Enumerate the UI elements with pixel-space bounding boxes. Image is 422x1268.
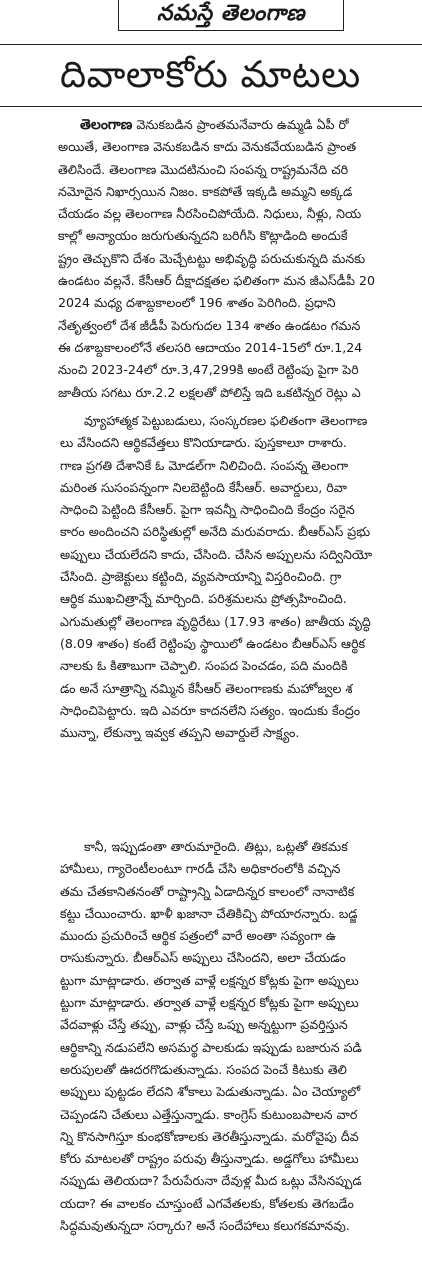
line-text: లు వేసిందని ఆర్థికవేత్తలు కొనియాడారు. పుస్తకాలూ రాశారు. xyxy=(60,435,347,451)
line-text: అయితే, తెలంగాణ వెనుకబడిన కాదు వెనుకవేయబడిన ప్రాంత xyxy=(58,139,357,155)
text-line xyxy=(0,455,422,477)
line-text: జాతీయ సగటు రూ.2.2 లక్షలతో పోలిస్తే ఇది ఒకటిన్నర రెట్లు ఎ xyxy=(58,384,361,400)
text-line xyxy=(0,114,422,136)
line-text: నాలకు ఓ కితాబుగా చెప్పాలి. సంపద పెంచడం, పది మందికి xyxy=(60,658,348,674)
text-line xyxy=(0,225,422,247)
line-text: ఎగుమతుల్లో తెలంగాణ వృద్ధిరేటు (17.93 శాతం) జాతీయ వృద్ధి xyxy=(60,613,371,629)
text-line xyxy=(0,359,422,381)
line-text: యదా? ఈ వాలకం చూస్తుంటే ఎగవేతలకు, కోతలకు తెగబడేం xyxy=(60,1195,354,1211)
text-line xyxy=(0,181,422,203)
text-line xyxy=(0,382,422,404)
text-line xyxy=(0,722,422,744)
text-line xyxy=(0,410,422,432)
line-text: ష్ట్రం తెచ్చుకొని దేశం మెచ్చేటట్టు అభివృద్ధి పరుచుకున్నది మనకు xyxy=(58,250,366,266)
text-line xyxy=(0,1170,422,1192)
text-line xyxy=(0,611,422,633)
text-line xyxy=(0,337,422,359)
text-line xyxy=(0,159,422,181)
text-line xyxy=(0,499,422,521)
line-text: చేయడం వల్ల తెలంగాణ నీరసించిపోయేది. నిధులు, నీళ్లు, నియ xyxy=(58,206,362,222)
text-line xyxy=(0,248,422,270)
line-text: ఆర్థిక ముఖచిత్రాన్నే మార్చింది. పరిశ్రమలను ప్రోత్సహించింది. xyxy=(60,591,347,607)
text-line xyxy=(0,521,422,543)
text-line xyxy=(0,881,422,903)
text-line xyxy=(0,947,422,969)
line-text: వెనుకబడిన ప్రాంతమనేవారు ఉమ్మడి ఏపీ రో xyxy=(132,117,349,132)
line-text: కానీ, ఇప్పుడంతా తారుమారైంది. తిట్లు, ఒట్లతో తికమక xyxy=(84,839,348,854)
text-line xyxy=(0,903,422,925)
line-text: న్ని కొనసాగిస్తూ కుంభకోణాలకు తెరతీస్తున్నాడు. మరోవైపు దీవ xyxy=(60,1128,359,1144)
line-text: అప్పులు చేయలేదని కాదు, చేసింది. చేసిన అప్పులను సద్వినియో xyxy=(60,546,373,562)
text-line xyxy=(0,292,422,314)
line-text: కారం అందించని పరిస్థితుల్లో అనేది మరువరాదు. బీఆర్ఎస్ ప్రభు xyxy=(60,524,371,540)
paragraph-3 xyxy=(0,836,422,1237)
paragraph-1 xyxy=(0,114,422,404)
text-line xyxy=(0,566,422,588)
text-line xyxy=(0,700,422,722)
line-text: వ్యూహాత్మక పెట్టుబడులు, సంస్కరణల ఫలితంగా తెలంగాణ xyxy=(84,413,368,428)
header-rule-top xyxy=(0,44,422,45)
paragraph-2 xyxy=(0,410,422,744)
text-line xyxy=(0,992,422,1014)
line-text: కాల్లో అన్యాయం జరుగుతున్నదని బరిగీసి కొట్లాడింది అందుకే xyxy=(58,228,348,244)
line-text: మరింత సుసంపన్నంగా నిలబెట్టింది కేసీఆర్. అవార్డులు, రివా xyxy=(60,479,347,495)
text-line xyxy=(0,136,422,158)
line-text: గాణ ప్రగతి దేశానికే ఓ మోడల్‌గా నిలిచింది. సంపన్న తెలంగా xyxy=(60,457,349,473)
text-line xyxy=(0,315,422,337)
line-text: 2024 మధ్య దశాబ్దకాలంలో 196 శాతం పెరిగింది. ప్రధాని xyxy=(58,295,336,311)
line-text: ఉండటం వల్లనే. కేసీఆర్ దీక్షాదక్షతల ఫలితంగా మన జీఎస్‌డీపీ 20 xyxy=(58,273,375,289)
line-text: వేదవాళ్లు చేస్తే తప్పు, వాళ్లు చేస్తే ఒప్పు అన్నట్టుగా ప్రవర్తిస్తున xyxy=(60,1017,348,1033)
section-name: నమస్తే తెలంగాణ xyxy=(156,0,306,26)
text-line xyxy=(0,588,422,610)
text-line xyxy=(0,477,422,499)
text-line xyxy=(0,203,422,225)
line-text: సిద్ధమవుతున్నదా సర్కారు? అనే సందేహాలు కలుగకమానవు. xyxy=(60,1218,350,1234)
line-text: నమోదైన నిఖార్సయిన నిజం. కాకపోతే ఇక్కడి అమ్మని అక్కడ xyxy=(58,183,353,199)
text-line xyxy=(0,836,422,858)
line-text: నేతృత్వంలో దేశ జీడీపీ పెరుగుదల 134 శాతం ఉండటం గమన xyxy=(58,317,361,333)
line-text: ట్టుగా మాట్లాడారు. తర్వాత వాళ్లే లక్షన్నర కోట్లకు పైగా అప్పులు xyxy=(60,995,359,1011)
line-text: తెలిసిందే. తెలంగాణ మొదటినుంచి సంపన్న రాష్ట్రమనేది చరి xyxy=(58,161,349,177)
line-text: కోరు మాటలతో రాష్ట్రం పరువు తీస్తున్నాడు. అడ్డగోలు హామీలు xyxy=(60,1151,359,1167)
line-text: అప్పులు పుట్టడం లేదని శోకాలు పెడుతున్నాడు. ఏం చెయ్యాలో xyxy=(60,1084,361,1100)
text-line xyxy=(0,1148,422,1170)
text-line xyxy=(0,1059,422,1081)
line-text: రాసుకున్నారు. బీఆర్ఎస్ అప్పులు చేసిందని, అలా చేయడం xyxy=(60,950,346,966)
lead-word: తెలంగాణ xyxy=(80,117,133,133)
text-line xyxy=(0,1215,422,1237)
line-text: తమ చేతకానితనంతో రాష్ట్రాన్ని ఏడాదిన్నర కాలంలో నానాటిక xyxy=(60,883,355,899)
text-line xyxy=(0,678,422,700)
text-line xyxy=(0,1014,422,1036)
line-text: చెప్పండని చేతులు ఎత్తేస్తున్నాడు. కాంగ్రెస్ కుటుంబపాలన వార xyxy=(60,1106,358,1122)
text-line xyxy=(0,544,422,566)
line-text: అరుపులతో ఊదరగొడుతున్నాడు. సంపద పెంచే కిటుకు తెలి xyxy=(60,1061,347,1077)
line-text: మున్నా, లేకున్నా ఇవ్వక తప్పని అవార్డులే సాక్ష్యం. xyxy=(60,725,300,741)
text-line xyxy=(0,432,422,454)
text-line xyxy=(0,858,422,880)
section-nameplate xyxy=(118,0,344,31)
text-line xyxy=(0,970,422,992)
line-text: సాధించి పెట్టింది కేసీఆర్. పైగా ఇవన్నీ సాధించింది కేంద్రం సరైన xyxy=(60,502,355,518)
text-line xyxy=(0,1037,422,1059)
header-rule-bottom xyxy=(0,106,422,107)
line-text: నప్పుడు తెలియదా? పేరుపేరునా దేవుళ్ల మీద ఒట్లు వేసినప్పుడ xyxy=(60,1173,362,1189)
text-line xyxy=(0,633,422,655)
text-line xyxy=(0,1126,422,1148)
text-line xyxy=(0,655,422,677)
line-text: ఆర్థికాన్ని నడుపలేని అసమర్థ పాలకుడు ఇప్పుడు బజారున పడి xyxy=(60,1039,362,1055)
line-text: చేసింది. ప్రాజెక్టులు కట్టింది, వ్యవసాయాన్ని విస్తరించింది. గ్రా xyxy=(60,569,342,585)
line-text: ట్టుగా మాట్లాడారు. తర్వాత వాళ్లే లక్షన్నర కోట్లకు పైగా అప్పులు xyxy=(60,972,359,988)
line-text: డం అనే సూత్రాన్ని నమ్మిన కేసీఆర్ తెలంగాణకు మహోజ్వల శ xyxy=(60,680,353,696)
line-text: కట్టు చేయించారు. ఖాళీ ఖజానా చేతికిచ్చి పోయారన్నారు. బడ్జ xyxy=(60,905,358,921)
text-line xyxy=(0,1081,422,1103)
text-line xyxy=(0,270,422,292)
line-text: ముందు ప్రచురించే ఆర్థిక పత్రంలో వారే అంతా సవ్యంగా ఉ xyxy=(60,928,336,944)
line-text: ఈ దశాబ్దకాలంలోనే తలసరి ఆదాయం 2014-15లో రూ.1,24 xyxy=(58,339,363,355)
line-text: (8.09 శాతం) కంటే రెట్టింపు స్థాయిలో ఉండటం బీఆర్ఎస్ ఆర్థిక xyxy=(60,635,366,651)
article-headline: దివాలాకోరు మాటలు xyxy=(60,53,361,96)
line-text: నుంచి 2023-24లో రూ.3,47,299కి అంటే రెట్టింపు పైగా పెరి xyxy=(58,362,359,378)
text-line xyxy=(0,1104,422,1126)
text-line xyxy=(0,1193,422,1215)
text-line xyxy=(0,925,422,947)
line-text: హామీలు, గ్యారెంటీలంటూ గారడీ చేసి అధికారంలోకి వచ్చిన xyxy=(60,861,341,877)
line-text: సాధించిపెట్టారు. ఇది ఎవరూ కాదనలేని సత్యం. ఇందుకు కేంద్రం xyxy=(60,702,361,718)
